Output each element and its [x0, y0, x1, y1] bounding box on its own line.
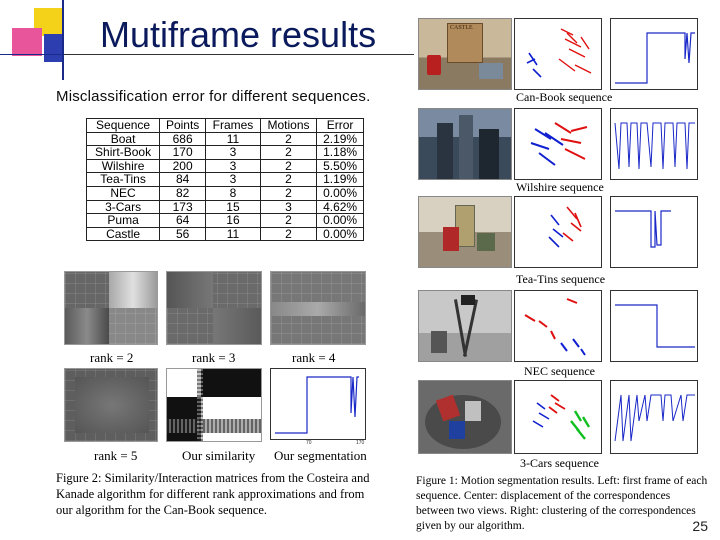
photo-3-cars [418, 380, 512, 454]
matrix-rank-2 [64, 271, 158, 345]
table-cell: 1.19% [317, 173, 364, 187]
plot-wilshire-clustering [610, 108, 698, 180]
table-row [87, 173, 364, 187]
table-row [87, 146, 364, 160]
table-cell: Wilshire [87, 159, 160, 173]
table-cell: Shirt-Book [87, 146, 160, 160]
label-tea-tins: Tea-Tins sequence [516, 272, 606, 286]
table-heading: Misclassification error for different sequences. [56, 88, 371, 105]
table-row [87, 186, 364, 200]
table-header-row [87, 119, 364, 133]
table-cell: 173 [160, 200, 206, 214]
matrix-rank-3 [166, 271, 262, 345]
table-cell: 2 [260, 146, 316, 160]
table-row [87, 214, 364, 228]
table-row [87, 132, 364, 146]
table-cell: 2 [260, 227, 316, 241]
table-body [87, 132, 364, 241]
table-cell: 5.50% [317, 159, 364, 173]
table-cell: Boat [87, 132, 160, 146]
column-header: Frames [206, 119, 261, 133]
table-cell: 2 [260, 159, 316, 173]
photo-nec [418, 290, 512, 362]
table-cell: 11 [206, 227, 261, 241]
table-cell: 3-Cars [87, 200, 160, 214]
plot-wilshire-displacement [514, 108, 602, 180]
plot-can-book-displacement [514, 18, 602, 90]
column-header: Points [160, 119, 206, 133]
table-cell: 2 [260, 173, 316, 187]
table-cell: NEC [87, 186, 160, 200]
slide-title: Mutiframe results [100, 14, 377, 55]
label-nec: NEC sequence [524, 364, 595, 378]
plot-3-cars-clustering [610, 380, 698, 454]
page-number: 25 [692, 518, 708, 534]
plot-can-book-clustering [610, 18, 698, 90]
photo-can-book [418, 18, 512, 90]
figure-1-caption: Figure 1: Motion segmentation results. Left: first frame of each sequence. Center: displacement of the correspondences between two views. Right: clustering of the correspondences given by our algorithm. [416, 475, 708, 532]
photo-tea-tins [418, 196, 512, 268]
table-cell: Tea-Tins [87, 173, 160, 187]
photo-wilshire [418, 108, 512, 180]
table-cell: 1.18% [317, 146, 364, 160]
plot-3-cars-displacement [514, 380, 602, 454]
table-cell: 3 [206, 146, 261, 160]
table-cell: 56 [160, 227, 206, 241]
table-cell: 4.62% [317, 200, 364, 214]
table-cell: 3 [260, 200, 316, 214]
table-cell: 11 [206, 132, 261, 146]
label-wilshire: Wilshire sequence [516, 180, 604, 194]
table-cell: 64 [160, 214, 206, 228]
plot-tea-tins-clustering [610, 196, 698, 268]
results-table [86, 118, 364, 241]
plot-tea-tins-displacement [514, 196, 602, 268]
table-cell: 2 [260, 186, 316, 200]
label-rank-2: rank = 2 [90, 350, 134, 365]
seg-tick-70: 70 [306, 440, 312, 446]
plot-our-segmentation [270, 368, 366, 440]
table-cell: 0.00% [317, 186, 364, 200]
table-cell: 2.19% [317, 132, 364, 146]
matrix-our-similarity [166, 368, 262, 442]
seg-tick-170: 170 [356, 440, 365, 446]
table-cell: 82 [160, 186, 206, 200]
label-our-segmentation: Our segmentation [274, 448, 367, 463]
label-rank-3: rank = 3 [192, 350, 236, 365]
label-rank-5: rank = 5 [94, 448, 138, 463]
table-cell: 2 [260, 132, 316, 146]
castle-sign: CASTLE [450, 25, 473, 31]
plot-nec-displacement [514, 290, 602, 362]
table-cell: 2 [260, 214, 316, 228]
label-3-cars: 3-Cars sequence [520, 456, 599, 470]
table-cell: 3 [206, 173, 261, 187]
table-cell: Puma [87, 214, 160, 228]
table-cell: 15 [206, 200, 261, 214]
table-cell: 84 [160, 173, 206, 187]
table-cell: 200 [160, 159, 206, 173]
label-rank-4: rank = 4 [292, 350, 336, 365]
table-cell: 3 [206, 159, 261, 173]
table-row [87, 227, 364, 241]
table-row [87, 159, 364, 173]
column-header: Sequence [87, 119, 160, 133]
matrix-rank-5 [64, 368, 158, 442]
column-header: Motions [260, 119, 316, 133]
plot-nec-clustering [610, 290, 698, 362]
table-cell: 0.00% [317, 227, 364, 241]
matrix-rank-4 [270, 271, 366, 345]
table-row [87, 200, 364, 214]
table-cell: 170 [160, 146, 206, 160]
table-cell: 16 [206, 214, 261, 228]
table-cell: Castle [87, 227, 160, 241]
column-header: Error [317, 119, 364, 133]
label-can-book: Can-Book sequence [516, 90, 613, 104]
table-cell: 0.00% [317, 214, 364, 228]
table-cell: 8 [206, 186, 261, 200]
figure-2-caption: Figure 2: Similarity/Interaction matrices from the Costeira and Kanade algorithm for different rank approximations and from our algorithm for the Can-Book sequence. [56, 471, 370, 517]
corner-decoration [0, 0, 100, 80]
table-cell: 686 [160, 132, 206, 146]
label-our-similarity: Our similarity [182, 448, 256, 463]
